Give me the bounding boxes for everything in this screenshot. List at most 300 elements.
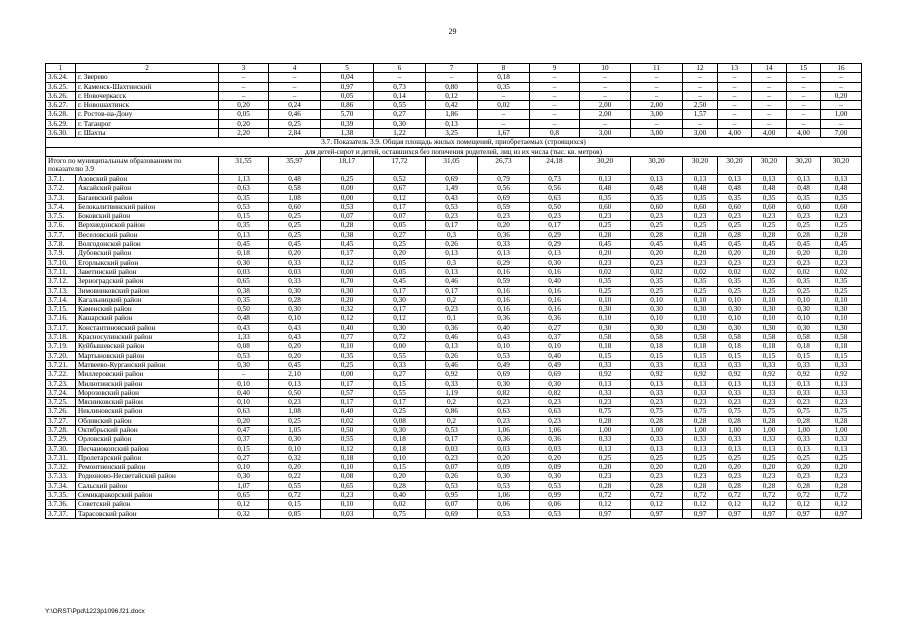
value-cell: 0,36: [478, 435, 530, 444]
row-code: 3.7.17.: [46, 323, 76, 332]
value-cell: 0,63: [530, 193, 580, 202]
row-name: Куйбышевский район: [76, 342, 219, 351]
value-cell: 0,53: [478, 351, 530, 360]
table-row: [46, 333, 862, 342]
value-cell: 0,30: [219, 472, 269, 481]
value-cell: 0,35: [219, 221, 269, 230]
value-cell: 0,75: [821, 407, 862, 416]
value-cell: 1,86: [426, 110, 478, 119]
value-cell: –: [478, 119, 530, 128]
value-cell: 0,46: [426, 360, 478, 369]
value-cell: 0,35: [631, 277, 683, 286]
value-cell: 0,58: [683, 333, 718, 342]
value-cell: 0,20: [631, 463, 683, 472]
row-name: Аксайский район: [76, 184, 219, 193]
row-code: 3.7.29.: [46, 435, 76, 444]
value-cell: 0,48: [787, 184, 821, 193]
value-cell: 0,35: [580, 277, 631, 286]
value-cell: 0,23: [580, 398, 631, 407]
value-cell: 0,30: [821, 323, 862, 332]
header-cell: 3: [219, 64, 269, 73]
value-cell: 0,60: [752, 202, 787, 211]
value-cell: 0,20: [683, 463, 718, 472]
value-cell: 0,16: [530, 286, 580, 295]
value-cell: 0,35: [821, 193, 862, 202]
value-cell: 0,30: [580, 323, 631, 332]
value-cell: 0,27: [530, 323, 580, 332]
value-cell: 0,2: [426, 416, 478, 425]
value-cell: 0,03: [426, 444, 478, 453]
value-cell: 0,10: [580, 295, 631, 304]
value-cell: 0,53: [530, 481, 580, 490]
value-cell: 0,97: [580, 509, 631, 518]
value-cell: 0,65: [219, 491, 269, 500]
value-cell: 0,23: [426, 305, 478, 314]
value-cell: 0,23: [718, 258, 752, 267]
value-cell: 0,10: [269, 444, 321, 453]
value-cell: 0,22: [269, 472, 321, 481]
value-cell: 0,13: [787, 444, 821, 453]
value-cell: 0,30: [219, 360, 269, 369]
value-cell: 0,82: [478, 388, 530, 397]
value-cell: 0,28: [718, 481, 752, 490]
value-cell: –: [478, 91, 530, 100]
value-cell: 0,25: [269, 212, 321, 221]
row-code: 3.7.19.: [46, 342, 76, 351]
value-cell: 0,48: [752, 184, 787, 193]
value-cell: 0,20: [752, 249, 787, 258]
value-cell: 0,30: [269, 435, 321, 444]
value-cell: 0,10: [580, 314, 631, 323]
value-cell: 1,22: [374, 129, 426, 138]
value-cell: 0,33: [269, 258, 321, 267]
value-cell: 0,35: [683, 193, 718, 202]
row-code: 3.6.24.: [46, 73, 76, 82]
value-cell: 0,18: [580, 342, 631, 351]
value-cell: 0,05: [321, 91, 374, 100]
value-cell: 0,36: [530, 435, 580, 444]
data-table-container: [45, 63, 861, 519]
value-cell: 0,23: [787, 258, 821, 267]
value-cell: 4,00: [787, 129, 821, 138]
header-cell: 15: [787, 64, 821, 73]
header-cell: 2: [76, 64, 219, 73]
value-cell: 0,17: [374, 398, 426, 407]
value-cell: 0,12: [321, 314, 374, 323]
row-name: Белокалитвинский район: [76, 202, 219, 211]
row-name: Егорлыкский район: [76, 258, 219, 267]
value-cell: 0,23: [580, 258, 631, 267]
value-cell: 0,33: [683, 360, 718, 369]
value-cell: 0,25: [752, 221, 787, 230]
value-cell: 0,28: [821, 230, 862, 239]
value-cell: 0,28: [631, 416, 683, 425]
value-cell: 0,33: [580, 360, 631, 369]
value-cell: 0,40: [219, 388, 269, 397]
value-cell: 0,12: [683, 500, 718, 509]
total-row: [46, 156, 862, 174]
value-cell: 0,16: [530, 267, 580, 276]
value-cell: 0,29: [478, 258, 530, 267]
value-cell: 1,00: [821, 425, 862, 434]
value-cell: 0,30: [787, 323, 821, 332]
header-cell: 5: [321, 64, 374, 73]
row-name: Мясниковский район: [76, 398, 219, 407]
value-cell: 0,25: [269, 119, 321, 128]
value-cell: 0,10: [530, 342, 580, 351]
value-cell: 0,13: [787, 174, 821, 183]
row-name: Пролетарский район: [76, 453, 219, 462]
value-cell: 0,10: [631, 295, 683, 304]
value-cell: 0,13: [718, 174, 752, 183]
value-cell: 0,15: [580, 351, 631, 360]
value-cell: 2,00: [580, 101, 631, 110]
value-cell: 0,18: [219, 249, 269, 258]
value-cell: –: [478, 110, 530, 119]
value-cell: 0,13: [580, 379, 631, 388]
row-name: Азовский район: [76, 174, 219, 183]
value-cell: 0,32: [269, 453, 321, 462]
value-cell: 0,25: [787, 286, 821, 295]
value-cell: 0,18: [478, 73, 530, 82]
value-cell: 1,67: [478, 129, 530, 138]
value-cell: 0,13: [752, 444, 787, 453]
value-cell: 1,00: [787, 425, 821, 434]
value-cell: 1,00: [752, 425, 787, 434]
value-cell: –: [631, 82, 683, 91]
value-cell: 0,20: [631, 249, 683, 258]
table-row: [46, 267, 862, 276]
value-cell: 0,25: [374, 240, 426, 249]
row-code: 3.7.15.: [46, 305, 76, 314]
header-cell: 8: [478, 64, 530, 73]
value-cell: 0,02: [321, 416, 374, 425]
value-cell: 0,28: [752, 481, 787, 490]
value-cell: –: [530, 119, 580, 128]
value-cell: 0,43: [269, 323, 321, 332]
value-cell: –: [821, 82, 862, 91]
value-cell: 0,12: [374, 314, 426, 323]
value-cell: 0,75: [752, 407, 787, 416]
value-cell: 0,58: [821, 333, 862, 342]
total-value-cell: 35,97: [269, 156, 321, 174]
value-cell: 0,35: [787, 277, 821, 286]
value-cell: 0,40: [530, 277, 580, 286]
value-cell: 0,25: [321, 360, 374, 369]
value-cell: 0,72: [821, 491, 862, 500]
value-cell: 0,55: [374, 351, 426, 360]
value-cell: 0,13: [530, 249, 580, 258]
value-cell: 0,60: [683, 202, 718, 211]
row-name: Каменский район: [76, 305, 219, 314]
value-cell: –: [752, 110, 787, 119]
row-code: 3.7.26.: [46, 407, 76, 416]
value-cell: 0,55: [374, 101, 426, 110]
value-cell: 0,65: [219, 277, 269, 286]
value-cell: 0,72: [787, 491, 821, 500]
value-cell: 0,97: [787, 509, 821, 518]
value-cell: 0,23: [580, 212, 631, 221]
value-cell: 0,07: [321, 212, 374, 221]
table-row: [46, 129, 862, 138]
value-cell: 0,38: [219, 286, 269, 295]
row-code: 3.7.22.: [46, 370, 76, 379]
value-cell: 0,10: [752, 295, 787, 304]
value-cell: –: [426, 73, 478, 82]
value-cell: 0,45: [321, 240, 374, 249]
value-cell: 0,40: [530, 351, 580, 360]
table-row: [46, 379, 862, 388]
value-cell: 2,00: [631, 101, 683, 110]
value-cell: 0,33: [752, 360, 787, 369]
value-cell: 0,20: [718, 249, 752, 258]
row-code: 3.6.25.: [46, 82, 76, 91]
value-cell: 0,05: [219, 110, 269, 119]
header-cell: 11: [631, 64, 683, 73]
value-cell: 0,50: [219, 305, 269, 314]
value-cell: 4,00: [718, 129, 752, 138]
value-cell: –: [718, 110, 752, 119]
value-cell: 0,33: [631, 388, 683, 397]
total-value-cell: 30,20: [752, 156, 787, 174]
value-cell: 0,3: [426, 258, 478, 267]
value-cell: 0,20: [787, 249, 821, 258]
value-cell: 0,18: [718, 342, 752, 351]
value-cell: 0,72: [752, 491, 787, 500]
value-cell: 0,33: [269, 277, 321, 286]
value-cell: 0,60: [787, 202, 821, 211]
section-title: для детей-сирот и детей, оставшихся без попечения родителей, лиц из их числа (тыс. кв. метров): [46, 147, 862, 156]
value-cell: 0,33: [683, 388, 718, 397]
row-name: Багаевский район: [76, 193, 219, 202]
value-cell: 0,15: [219, 212, 269, 221]
value-cell: 0,42: [426, 101, 478, 110]
header-cell: 10: [580, 64, 631, 73]
value-cell: 0,15: [683, 351, 718, 360]
value-cell: 0,23: [787, 398, 821, 407]
value-cell: 0,25: [580, 453, 631, 462]
value-cell: 0,13: [426, 119, 478, 128]
value-cell: 0,63: [530, 407, 580, 416]
row-name: Кагальницкий район: [76, 295, 219, 304]
value-cell: 1,00: [718, 425, 752, 434]
value-cell: 0,05: [374, 221, 426, 230]
value-cell: 0,23: [321, 491, 374, 500]
value-cell: –: [683, 73, 718, 82]
value-cell: 0,1: [426, 314, 478, 323]
data-table: [45, 63, 862, 519]
value-cell: 0,80: [426, 82, 478, 91]
value-cell: 0,35: [787, 193, 821, 202]
value-cell: 0,55: [269, 481, 321, 490]
value-cell: 0,00: [321, 193, 374, 202]
table-row: [46, 370, 862, 379]
value-cell: 0,12: [321, 258, 374, 267]
table-row: [46, 193, 862, 202]
value-cell: 0,02: [580, 267, 631, 276]
value-cell: 0,30: [718, 305, 752, 314]
table-row: [46, 240, 862, 249]
value-cell: 0,26: [426, 351, 478, 360]
row-name: г. Новошахтинск: [76, 101, 219, 110]
value-cell: 0,23: [530, 398, 580, 407]
value-cell: 0,16: [530, 295, 580, 304]
value-cell: 0,25: [321, 174, 374, 183]
table-header-row: [46, 64, 862, 73]
value-cell: 0,40: [321, 323, 374, 332]
value-cell: 0,23: [787, 212, 821, 221]
value-cell: 0,13: [718, 444, 752, 453]
value-cell: 0,30: [752, 323, 787, 332]
value-cell: 0,69: [426, 174, 478, 183]
value-cell: 0,09: [530, 463, 580, 472]
value-cell: 0,20: [580, 249, 631, 258]
value-cell: 0,56: [530, 184, 580, 193]
table-row: [46, 481, 862, 490]
value-cell: 0,10: [374, 453, 426, 462]
value-cell: 0,07: [374, 212, 426, 221]
value-cell: 0,23: [530, 416, 580, 425]
table-row: [46, 472, 862, 481]
value-cell: –: [530, 73, 580, 82]
value-cell: 0,23: [718, 398, 752, 407]
row-name: Веселовский район: [76, 230, 219, 239]
value-cell: 0,18: [374, 435, 426, 444]
value-cell: 0,02: [752, 267, 787, 276]
value-cell: 0,07: [426, 463, 478, 472]
row-code: 3.7.10.: [46, 258, 76, 267]
total-value-cell: 30,20: [631, 156, 683, 174]
value-cell: 0,92: [426, 370, 478, 379]
value-cell: 0,30: [821, 305, 862, 314]
header-cell: 9: [530, 64, 580, 73]
value-cell: 0,10: [718, 295, 752, 304]
value-cell: 0,92: [683, 370, 718, 379]
row-name: Сальский район: [76, 481, 219, 490]
row-code: 3.7.11.: [46, 267, 76, 276]
value-cell: 0,40: [374, 491, 426, 500]
value-cell: 0,55: [321, 435, 374, 444]
value-cell: 0,20: [321, 295, 374, 304]
row-name: г. Каменск-Шахтинский: [76, 82, 219, 91]
value-cell: 0,28: [683, 481, 718, 490]
row-code: 3.6.28.: [46, 110, 76, 119]
value-cell: –: [683, 119, 718, 128]
total-value-cell: 18,17: [321, 156, 374, 174]
total-value-cell: 30,20: [580, 156, 631, 174]
value-cell: 0,50: [530, 202, 580, 211]
value-cell: 4,00: [752, 129, 787, 138]
row-name: Дубовский район: [76, 249, 219, 258]
value-cell: 0,28: [631, 481, 683, 490]
value-cell: 0,02: [683, 267, 718, 276]
total-value-cell: 30,20: [683, 156, 718, 174]
value-cell: 0,23: [580, 472, 631, 481]
row-name: Советский район: [76, 500, 219, 509]
value-cell: 0,20: [530, 453, 580, 462]
value-cell: 5,70: [321, 110, 374, 119]
value-cell: 0,10: [478, 342, 530, 351]
value-cell: 0,08: [321, 472, 374, 481]
value-cell: 1,19: [426, 388, 478, 397]
value-cell: 0,35: [718, 193, 752, 202]
value-cell: 0,30: [631, 305, 683, 314]
value-cell: 0,23: [683, 258, 718, 267]
value-cell: 0,13: [631, 174, 683, 183]
value-cell: 0,58: [718, 333, 752, 342]
value-cell: 0,53: [426, 202, 478, 211]
value-cell: 0,60: [821, 202, 862, 211]
value-cell: 0,16: [478, 305, 530, 314]
value-cell: 0,23: [752, 258, 787, 267]
value-cell: 0,10: [787, 295, 821, 304]
value-cell: 0,28: [269, 295, 321, 304]
value-cell: –: [269, 73, 321, 82]
value-cell: 0,92: [787, 370, 821, 379]
value-cell: 0,25: [683, 453, 718, 462]
value-cell: 0,86: [321, 101, 374, 110]
value-cell: 0,30: [374, 425, 426, 434]
value-cell: 0,37: [530, 333, 580, 342]
table-row: [46, 305, 862, 314]
row-code: 3.7.21.: [46, 360, 76, 369]
value-cell: 0,15: [374, 463, 426, 472]
value-cell: 0,15: [374, 379, 426, 388]
value-cell: –: [752, 73, 787, 82]
value-cell: 0,03: [478, 444, 530, 453]
value-cell: 0,92: [718, 370, 752, 379]
table-row: [46, 491, 862, 500]
value-cell: 0,18: [787, 342, 821, 351]
row-code: 3.7.34.: [46, 481, 76, 490]
value-cell: 0,50: [321, 425, 374, 434]
value-cell: 0,25: [580, 221, 631, 230]
value-cell: 0,12: [321, 444, 374, 453]
value-cell: 0,60: [580, 202, 631, 211]
value-cell: 0,13: [683, 174, 718, 183]
value-cell: 0,23: [426, 453, 478, 462]
value-cell: 0,13: [269, 379, 321, 388]
row-name: Миллеровский район: [76, 370, 219, 379]
value-cell: 0,35: [219, 193, 269, 202]
value-cell: 0,30: [718, 323, 752, 332]
value-cell: 0,33: [478, 240, 530, 249]
value-cell: 0,23: [426, 212, 478, 221]
value-cell: 0,17: [321, 379, 374, 388]
value-cell: 1,05: [269, 425, 321, 434]
value-cell: 0,48: [821, 184, 862, 193]
value-cell: 0,33: [683, 435, 718, 444]
value-cell: 0,50: [269, 388, 321, 397]
value-cell: 0,35: [752, 193, 787, 202]
value-cell: 0,26: [426, 472, 478, 481]
value-cell: 0,23: [718, 472, 752, 481]
value-cell: 0,13: [426, 249, 478, 258]
value-cell: 0,13: [683, 444, 718, 453]
value-cell: 0,17: [321, 398, 374, 407]
row-code: 3.7.9.: [46, 249, 76, 258]
value-cell: –: [718, 91, 752, 100]
value-cell: 0,43: [219, 323, 269, 332]
value-cell: 0,73: [374, 82, 426, 91]
value-cell: 3,00: [580, 129, 631, 138]
value-cell: 0,10: [631, 314, 683, 323]
value-cell: 0,33: [426, 379, 478, 388]
table-row: [46, 119, 862, 128]
value-cell: 1,00: [580, 425, 631, 434]
value-cell: –: [787, 119, 821, 128]
value-cell: 0,20: [821, 91, 862, 100]
